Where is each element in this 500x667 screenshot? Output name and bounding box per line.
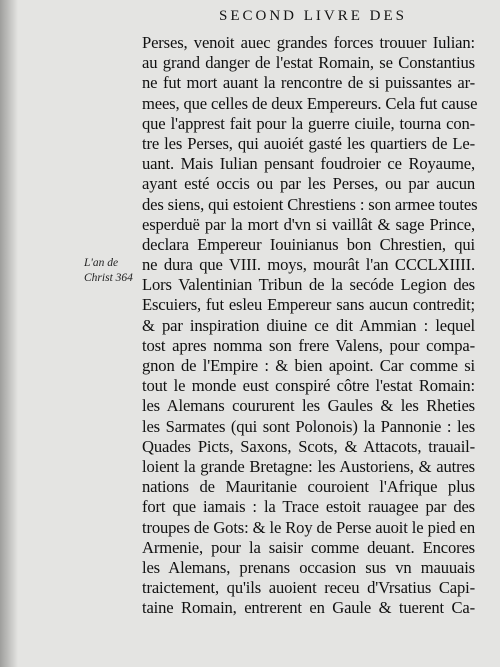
text-line: ayant esté occis ou par les Perses, ou par aucun (142, 174, 475, 194)
text-line: mees, que celles de deux Empereurs. Cela fut cause (142, 93, 478, 113)
text-line: & par inspiration diuine ce dit Ammian : lequel (142, 315, 475, 335)
text-line: nations de Mauritanie couroient l'Afrique plus (142, 477, 475, 497)
text-line: tre les Perses, qui auoiét gasté les quartiers de Le- (142, 133, 475, 153)
text-line: les Sarmates (qui sont Polonois) la Pannonie : les (142, 416, 475, 436)
text-line: tost apres nomma son frere Valens, pour compa- (142, 335, 475, 355)
text-line: fort que iamais : la Trace estoit rauagee par des (142, 497, 475, 517)
text-line: tout le monde eust conspiré côtre l'estat Romain: (142, 376, 475, 396)
page-gutter-shadow (0, 0, 18, 667)
text-line: ne fut mort auant la rencontre de si puissantes ar- (142, 73, 475, 93)
text-line: Quades Picts, Saxons, Scots, & Attacots, trauail- (142, 436, 475, 456)
text-line: les Alemans, prenans occasion sus vn mauuais (142, 557, 475, 577)
text-line: esperduë par la mort d'vn si vaillât & sage Prince, (142, 214, 475, 234)
text-line: uant. Mais Iulian pensant foudroier ce Royaume, (142, 154, 475, 174)
text-line: Perses, venoit auec grandes forces trouuer Iulian: (142, 33, 475, 52)
text-line: loient la grande Bretagne: les Austoriens, & autres (142, 456, 475, 476)
text-line: troupes de Gots: & le Roy de Perse auoit le pied en (142, 517, 475, 537)
text-line: traictement, qu'ils auoient receu d'Vrsatius Capi- (142, 578, 475, 598)
text-line: taine Romain, entrerent en Gaule & tuerent Ca- (142, 598, 475, 618)
text-line: les Alemans coururent les Gaules & les Rheties (142, 396, 475, 416)
margin-note (84, 256, 142, 286)
running-head: SECOND LIVRE DES (218, 8, 407, 24)
margin-note-line: L'an de (84, 257, 119, 269)
text-line: des siens, qui estoient Chrestiens : son armee toutes (142, 194, 478, 214)
text-line: au grand danger de l'estat Romain, se Constantius (142, 53, 475, 73)
text-line: declara Empereur Iouinianus bon Chrestien, qui (142, 234, 475, 254)
text-line: Escuiers, fut esleu Empereur sans aucun contredit; (142, 295, 475, 315)
body-text (142, 33, 478, 618)
text-line: Lors Valentinian Tribun de la secóde Legion des (142, 275, 475, 295)
text-line: Armenie, pour la saisir comme deuant. Encores (142, 537, 475, 557)
margin-note-line: Christ 364 (84, 272, 133, 284)
text-line: ne dura que VIII. moys, mourât l'an CCCLXIIII. (142, 255, 475, 275)
text-line: que l'apprest fait pour la guerre ciuile, tourna con- (142, 113, 475, 133)
text-line: gnon de l'Empire : & bien apoint. Car comme si (142, 356, 475, 375)
